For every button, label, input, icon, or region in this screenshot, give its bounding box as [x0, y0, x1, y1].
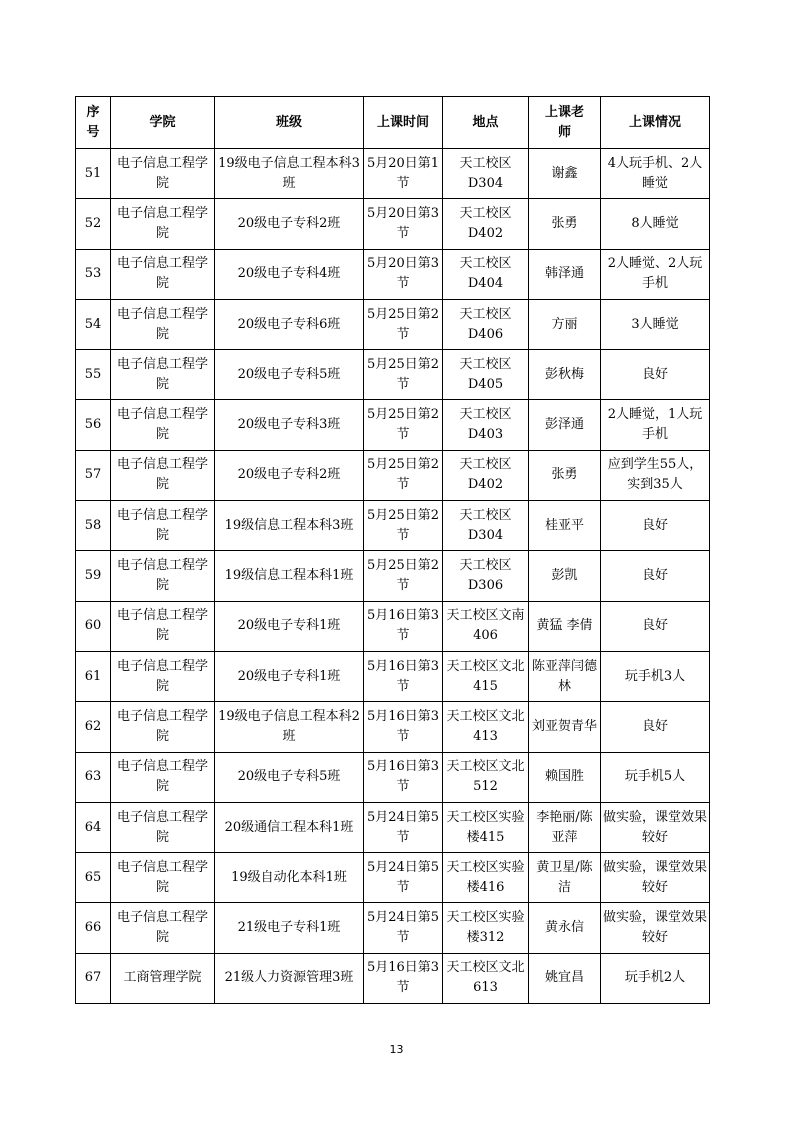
cell-location: 天工校区文南406	[443, 601, 529, 651]
cell-location: 天工校区文北415	[443, 651, 529, 701]
cell-college: 电子信息工程学院	[111, 501, 215, 551]
cell-class: 20级电子专科6班	[215, 299, 364, 349]
page-number: 13	[389, 1043, 404, 1056]
cell-teacher: 桂亚平	[529, 501, 601, 551]
header-teacher: 上课老师	[529, 97, 601, 149]
cell-time: 5月16日第3节	[364, 702, 443, 752]
cell-college: 电子信息工程学院	[111, 853, 215, 903]
cell-index: 67	[76, 953, 111, 1003]
cell-college: 电子信息工程学院	[111, 903, 215, 953]
cell-index: 52	[76, 199, 111, 249]
cell-college: 工商管理学院	[111, 953, 215, 1003]
cell-status: 做实验，课堂效果较好	[601, 802, 710, 852]
cell-teacher: 张勇	[529, 450, 601, 500]
cell-college: 电子信息工程学院	[111, 752, 215, 802]
cell-time: 5月24日第5节	[364, 903, 443, 953]
cell-status: 做实验，课堂效果较好	[601, 853, 710, 903]
cell-time: 5月25日第2节	[364, 350, 443, 400]
table-row	[76, 299, 710, 349]
cell-class: 19级自动化本科1班	[215, 853, 364, 903]
cell-index: 64	[76, 802, 111, 852]
cell-location: 天工校区实验楼415	[443, 802, 529, 852]
cell-teacher: 彭泽通	[529, 400, 601, 450]
cell-time: 5月20日第1节	[364, 149, 443, 199]
cell-class: 20级电子专科1班	[215, 651, 364, 701]
header-row	[76, 97, 710, 149]
table-row	[76, 199, 710, 249]
cell-time: 5月24日第5节	[364, 853, 443, 903]
cell-class: 20级电子专科5班	[215, 350, 364, 400]
table-row	[76, 903, 710, 953]
table-body	[76, 149, 710, 1004]
cell-index: 65	[76, 853, 111, 903]
cell-location: 天工校区D402	[443, 450, 529, 500]
cell-index: 53	[76, 249, 111, 299]
cell-teacher: 刘亚贺青华	[529, 702, 601, 752]
header-location: 地点	[443, 97, 529, 149]
cell-time: 5月25日第2节	[364, 400, 443, 450]
cell-college: 电子信息工程学院	[111, 450, 215, 500]
table-row	[76, 501, 710, 551]
cell-teacher: 彭凯	[529, 551, 601, 601]
cell-teacher: 韩泽通	[529, 249, 601, 299]
cell-location: 天工校区D304	[443, 149, 529, 199]
cell-time: 5月24日第5节	[364, 802, 443, 852]
cell-location: 天工校区D403	[443, 400, 529, 450]
table-row	[76, 249, 710, 299]
cell-class: 20级电子专科4班	[215, 249, 364, 299]
cell-status: 良好	[601, 350, 710, 400]
cell-class: 19级电子信息工程本科3班	[215, 149, 364, 199]
cell-class: 20级电子专科5班	[215, 752, 364, 802]
cell-index: 61	[76, 651, 111, 701]
cell-location: 天工校区文北512	[443, 752, 529, 802]
inspection-table	[75, 96, 710, 1004]
cell-location: 天工校区实验楼312	[443, 903, 529, 953]
cell-location: 天工校区D405	[443, 350, 529, 400]
table-row	[76, 450, 710, 500]
cell-college: 电子信息工程学院	[111, 249, 215, 299]
cell-time: 5月25日第2节	[364, 501, 443, 551]
cell-status: 玩手机2人	[601, 953, 710, 1003]
cell-class: 20级电子专科3班	[215, 400, 364, 450]
table-row	[76, 953, 710, 1003]
cell-class: 21级电子专科1班	[215, 903, 364, 953]
cell-college: 电子信息工程学院	[111, 651, 215, 701]
cell-index: 60	[76, 601, 111, 651]
cell-location: 天工校区D404	[443, 249, 529, 299]
cell-teacher: 彭秋梅	[529, 350, 601, 400]
cell-status: 3人睡觉	[601, 299, 710, 349]
cell-teacher: 黄猛 李倩	[529, 601, 601, 651]
cell-index: 54	[76, 299, 111, 349]
cell-status: 良好	[601, 601, 710, 651]
cell-status: 2人睡觉，1人玩手机	[601, 400, 710, 450]
table-row	[76, 350, 710, 400]
cell-location: 天工校区文北413	[443, 702, 529, 752]
table-row	[76, 551, 710, 601]
cell-class: 21级人力资源管理3班	[215, 953, 364, 1003]
cell-index: 59	[76, 551, 111, 601]
header-status: 上课情况	[601, 97, 710, 149]
cell-index: 55	[76, 350, 111, 400]
cell-time: 5月16日第3节	[364, 601, 443, 651]
cell-college: 电子信息工程学院	[111, 802, 215, 852]
cell-teacher: 陈亚萍闫德林	[529, 651, 601, 701]
table-row	[76, 149, 710, 199]
cell-class: 19级电子信息工程本科2班	[215, 702, 364, 752]
table-row	[76, 400, 710, 450]
cell-college: 电子信息工程学院	[111, 400, 215, 450]
cell-teacher: 赖国胜	[529, 752, 601, 802]
cell-index: 66	[76, 903, 111, 953]
cell-index: 62	[76, 702, 111, 752]
cell-time: 5月25日第2节	[364, 551, 443, 601]
cell-teacher: 方丽	[529, 299, 601, 349]
cell-status: 玩手机5人	[601, 752, 710, 802]
cell-college: 电子信息工程学院	[111, 551, 215, 601]
cell-location: 天工校区D406	[443, 299, 529, 349]
cell-teacher: 李艳丽/陈亚萍	[529, 802, 601, 852]
cell-class: 20级电子专科2班	[215, 450, 364, 500]
cell-time: 5月16日第3节	[364, 953, 443, 1003]
cell-index: 57	[76, 450, 111, 500]
cell-location: 天工校区D402	[443, 199, 529, 249]
table-row	[76, 752, 710, 802]
cell-teacher: 黄卫星/陈洁	[529, 853, 601, 903]
cell-class: 20级电子专科2班	[215, 199, 364, 249]
cell-teacher: 张勇	[529, 199, 601, 249]
cell-teacher: 谢鑫	[529, 149, 601, 199]
cell-status: 应到学生55人，实到35人	[601, 450, 710, 500]
cell-status: 玩手机3人	[601, 651, 710, 701]
cell-status: 4人玩手机、2人睡觉	[601, 149, 710, 199]
table-row	[76, 802, 710, 852]
header-index: 序号	[76, 97, 111, 149]
cell-location: 天工校区D304	[443, 501, 529, 551]
cell-status: 良好	[601, 501, 710, 551]
cell-college: 电子信息工程学院	[111, 299, 215, 349]
cell-index: 51	[76, 149, 111, 199]
cell-location: 天工校区D306	[443, 551, 529, 601]
cell-college: 电子信息工程学院	[111, 149, 215, 199]
cell-status: 8人睡觉	[601, 199, 710, 249]
cell-time: 5月25日第2节	[364, 450, 443, 500]
cell-location: 天工校区文北613	[443, 953, 529, 1003]
cell-index: 63	[76, 752, 111, 802]
table-row	[76, 853, 710, 903]
header-college: 学院	[111, 97, 215, 149]
table-row	[76, 601, 710, 651]
cell-class: 19级信息工程本科1班	[215, 551, 364, 601]
cell-index: 56	[76, 400, 111, 450]
cell-college: 电子信息工程学院	[111, 199, 215, 249]
cell-college: 电子信息工程学院	[111, 601, 215, 651]
cell-class: 19级信息工程本科3班	[215, 501, 364, 551]
cell-class: 20级通信工程本科1班	[215, 802, 364, 852]
cell-teacher: 姚宜昌	[529, 953, 601, 1003]
cell-college: 电子信息工程学院	[111, 702, 215, 752]
cell-status: 2人睡觉、2人玩手机	[601, 249, 710, 299]
cell-time: 5月16日第3节	[364, 752, 443, 802]
cell-index: 58	[76, 501, 111, 551]
cell-college: 电子信息工程学院	[111, 350, 215, 400]
table-row	[76, 702, 710, 752]
cell-teacher: 黄永信	[529, 903, 601, 953]
header-time: 上课时间	[364, 97, 443, 149]
table-row	[76, 651, 710, 701]
cell-status: 良好	[601, 551, 710, 601]
table-header	[76, 97, 710, 149]
cell-status: 做实验，课堂效果较好	[601, 903, 710, 953]
cell-status: 良好	[601, 702, 710, 752]
header-class: 班级	[215, 97, 364, 149]
cell-class: 20级电子专科1班	[215, 601, 364, 651]
cell-time: 5月25日第2节	[364, 299, 443, 349]
cell-time: 5月20日第3节	[364, 199, 443, 249]
cell-time: 5月16日第3节	[364, 651, 443, 701]
cell-location: 天工校区实验楼416	[443, 853, 529, 903]
cell-time: 5月20日第3节	[364, 249, 443, 299]
